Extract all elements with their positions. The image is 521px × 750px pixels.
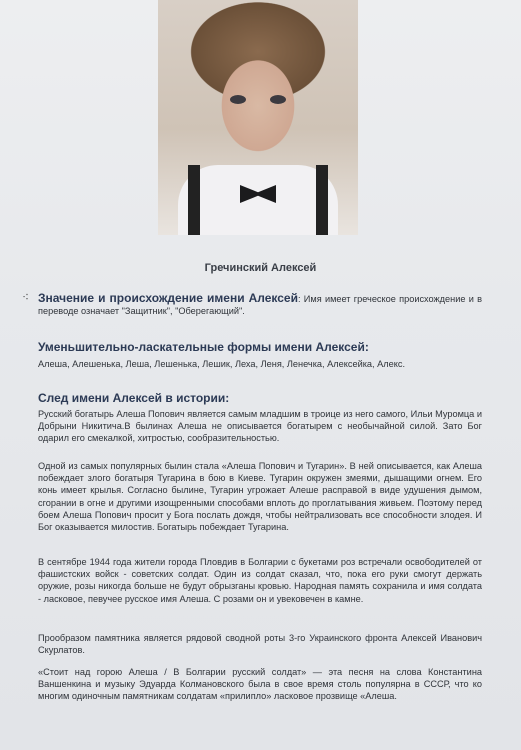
history-heading: След имени Алексей в истории: [38, 391, 230, 405]
photo-suspender-right [316, 165, 328, 235]
paragraph-4: Прообразом памятника является рядовой сводной роты 3-го Украинского фронта Алексей Иванович Скурлатов. [38, 633, 482, 656]
meaning-section [38, 292, 482, 317]
photo-eye-left [230, 95, 246, 104]
paragraph-2: Одной из самых популярных былин стала «Алеша Попович и Тугарин». В ней описывается, как Алеша побеждает злого богатыря Тугарина в бою в Киеве. Тугарин окружен змеями, дышащими огнем. Его конь имеет крылья. Согласно былине, Тугарин угрожает Алеше расправой в виде удушения дымом, сгорании в огне и другими изощренными способами вплоть до проглатывания живьем. Поэтому перед боем Алеша Попович просит у Бога послать дождя, чтобы нейтрализовать все способности злодея. И Бог оказывается милостив. Богатырь побеждает Тугарина. [38, 461, 482, 533]
document-title: Гречинский Алексей [204, 262, 317, 274]
meaning-text: : Имя имеет греческое происхождение и в переводе означает "Защитник", "Оберегающий". [38, 294, 482, 317]
meaning-heading: Значение и происхождение имени Алексей [38, 291, 298, 305]
diminutive-text: Алеша, Алешенька, Леша, Лешенька, Лешик, Леха, Леня, Ленечка, Алексейка, Алекс. [38, 359, 406, 369]
photo-eye-right [270, 95, 286, 104]
margin-mark-icon: ⁖ [22, 290, 30, 304]
photo-suspender-left [188, 165, 200, 235]
paragraph-1: Русский богатырь Алеша Попович является самым младшим в троице из него самого, Ильи Муромца и Добрыни Никитича.В былинах Алеша не описывается богатырем с необычайной силой. Зато Бог одарил его смекалкой, хитростью, сообразительностью. [38, 409, 482, 444]
diminutive-heading: Уменьшительно-ласкательные формы имени Алексей: [38, 340, 369, 354]
portrait-photo [158, 0, 358, 235]
paragraph-5: «Стоит над горою Алеша / В Болгарии русский солдат» — эта песня на слова Константина Ваншенкина и музыку Эдуарда Колмановского была в свое время столь популярна в СССР, что ко многим одиночным памятникам солдатам «прилипло» ласковое прозвище «Алеша. [38, 667, 482, 702]
photo-shirt [178, 165, 338, 235]
paragraph-3: В сентябре 1944 года жители города Пловдив в Болгарии с букетами роз встречали освободителей от фашистских войск - советских солдат. Один из солдат сказал, что, пока его руки смогут держать оружие, розы никогда больше не будут обрызганы кровью. Народная память сохранила и имя солдата - ласковое, певучее русское имя Алеша. С розами он и увековечен в камне. [38, 557, 482, 604]
